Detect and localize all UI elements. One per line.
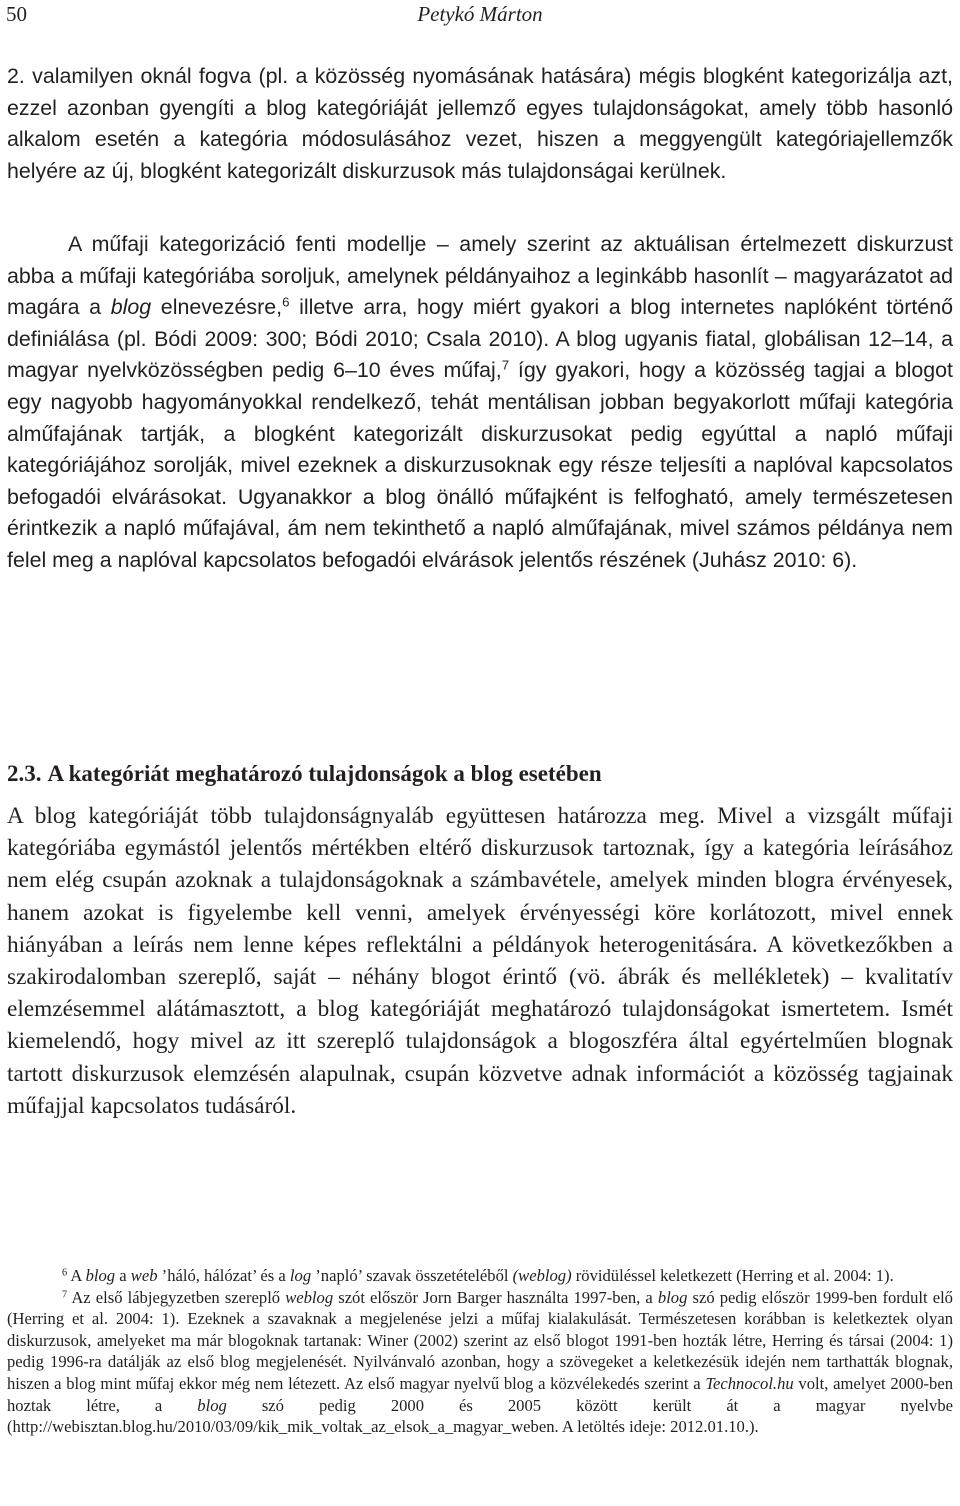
footnote-italic: web	[130, 1266, 158, 1285]
footnote-text: szót először Jorn Barger használta 1997-ben, a	[333, 1287, 658, 1307]
footnote-text: ’napló’ szavak összetételéből	[311, 1266, 513, 1285]
footnote-text: A	[67, 1266, 86, 1285]
emphasis-blog: blog	[110, 295, 152, 320]
paragraph-text: így gyakori, hogy a közösség tagjai a blogot egy nagyobb hagyományokkal rendelkező, tehát mentálisan jobban begyakorlott műfaji kategória alműfajának tartják, a blogként kategorizált diskurzusokat pedig egyúttal a napló műfaji kategóriájához sorolják, mivel ezeknek a diskurzusoknak egy része teljesíti a naplóval kapcsolatos befogadói elvárásokat. Ugyanakkor a blog önálló műfajként is felfogható, amely természetesen érintkezik a napló műfajával, ám nem tekinthető a napló alműfajának, mivel számos példánya nem felel meg a naplóval kapcsolatos befogadói elvárások jelentős részének (Juhász 2010: 6).	[7, 358, 953, 572]
paragraph-genre-categorization	[7, 229, 953, 577]
footnote-text: szó pedig először 1999-ben fordult elő (Herring et al. 2004: 1). Ezeknek a szavaknak a megjelenése jelzi a műfaj kialakulását. Természetesen korábban is keletkeztek olyan diskurzusok, amelyeket ma már blogoknak tartanak: Winer (2002) szerint az első blogot 1991-ben hozták létre, Herring és társai (2004: 1) pedig 1996-ra datálják az első blog megjelenését. Nyilvánvaló azonban, hogy a szövegeket a keletkezésük idején nem tarthatták blognak, hiszen a blog mint műfaj ekkor még nem létezett. Az első magyar nyelvű blog a közvélekedés szerint a	[7, 1287, 953, 1393]
footnote-italic: blog	[85, 1266, 116, 1285]
running-header	[0, 2, 956, 28]
footnote-italic: blog	[197, 1395, 227, 1415]
footnote-text: ’háló, hálózat’ és a	[157, 1266, 290, 1285]
footnote-text: a	[115, 1266, 131, 1285]
footnote-6	[7, 1265, 953, 1287]
footnote-italic: weblog	[285, 1287, 334, 1307]
footnote-text: rövidüléssel keletkezett (Herring et al. 2004: 1).	[571, 1266, 894, 1285]
paragraph-text: illetve arra, hogy miért gyakori a blog internetes naplóként történő definiálása (pl. Bódi 2009: 300; Bódi 2010; Csala 2010). A blog ugyanis fiatal, globálisan 12–14, a magyar nyelvközösségben pedig 6–10 éves műfaj,	[7, 295, 953, 383]
running-title: Petykó Márton	[417, 2, 543, 26]
footnote-text: volt, amelyet 2000-ben hoztak létre, a	[7, 1373, 953, 1415]
paragraph-text: elnevezésre,	[151, 295, 283, 320]
footnote-text: szó pedig 2000 és 2005 között került át a magyar nyelvbe (http://webisztan.blog.hu/2010/03/09/kik_mik_voltak_az_elsok_a_magyar_weben. A letöltés ideje: 2012.01.10.).	[7, 1395, 953, 1437]
footnote-italic: Technocol.hu	[705, 1373, 794, 1393]
section-number: 2.3.	[7, 761, 42, 787]
footnote-ref-7[interactable]: 7	[501, 358, 510, 374]
footnote-number: 6	[62, 1267, 68, 1279]
footnote-italic: blog	[657, 1287, 688, 1307]
footnote-italic: log	[289, 1266, 312, 1285]
paragraph-text: A műfaji kategorizáció fenti modellje – amely szerint az aktuálisan értelmezett diskurzust abba a műfaji kategóriába soroljuk, amelynek példányaihoz a leginkább hasonlít – magyarázatot ad magára a	[7, 232, 953, 320]
footnote-number: 7	[62, 1288, 68, 1300]
footnote-italic: (weblog)	[512, 1266, 572, 1285]
section-heading	[7, 758, 602, 789]
footnote-7	[7, 1287, 953, 1438]
footnote-ref-6[interactable]: 6	[282, 294, 290, 310]
paragraph-list-item-2: 2. valamilyen oknál fogva (pl. a közösség nyomásának hatására) mégis blogként kategorizálja azt, ezzel azonban gyengíti a blog kategóriáját jellemző egyes tulajdonságokat, amely több hasonló alkalom esetén a kategória módosulásához vezet, hiszen a meggyengült kategóriajellemzők helyére az új, blogként kategorizált diskurzusok más tulajdonságai kerülnek.	[7, 64, 953, 183]
footnotes	[7, 1265, 953, 1438]
section-title: A kategóriát meghatározó tulajdonságok a blog esetében	[47, 761, 602, 787]
page-number: 50	[6, 2, 27, 26]
footnote-text: Az első lábjegyzetben szereplő	[67, 1287, 286, 1307]
paragraph-category-properties: A blog kategóriáját több tulajdonságnyaláb együttesen határozza meg. Mivel a vizsgált műfaji kategóriába egymástól jelentős mértékben eltérő diskurzusok tartoznak, így a kategória leírásához nem elég csupán azoknak a tulajdonságoknak a számbavétele, amelyek minden blogra érvényesek, hanem azokat is figyelembe kell venni, amelyek érvényességi köre korlátozott, mivel ennek hiányában a leírás nem lenne képes reflektálni a példányok heterogenitására. A következőkben a szakirodalomban szereplő, saját – néhány blogot érintő (vö. ábrák és mellékletek) – kvalitatív elemzésemmel alátámasztott, a blog kategóriáját meghatározó tulajdonságokat ismertetem. Ismét kiemelendő, hogy mivel az itt szereplő tulajdonságok a blogoszféra által egyértelműen blognak tartott diskurzusok elemzésén alapulnak, csupán közvetve adnak információt a közösség tagjainak műfajjal kapcsolatos tudásáról.	[7, 803, 953, 1119]
